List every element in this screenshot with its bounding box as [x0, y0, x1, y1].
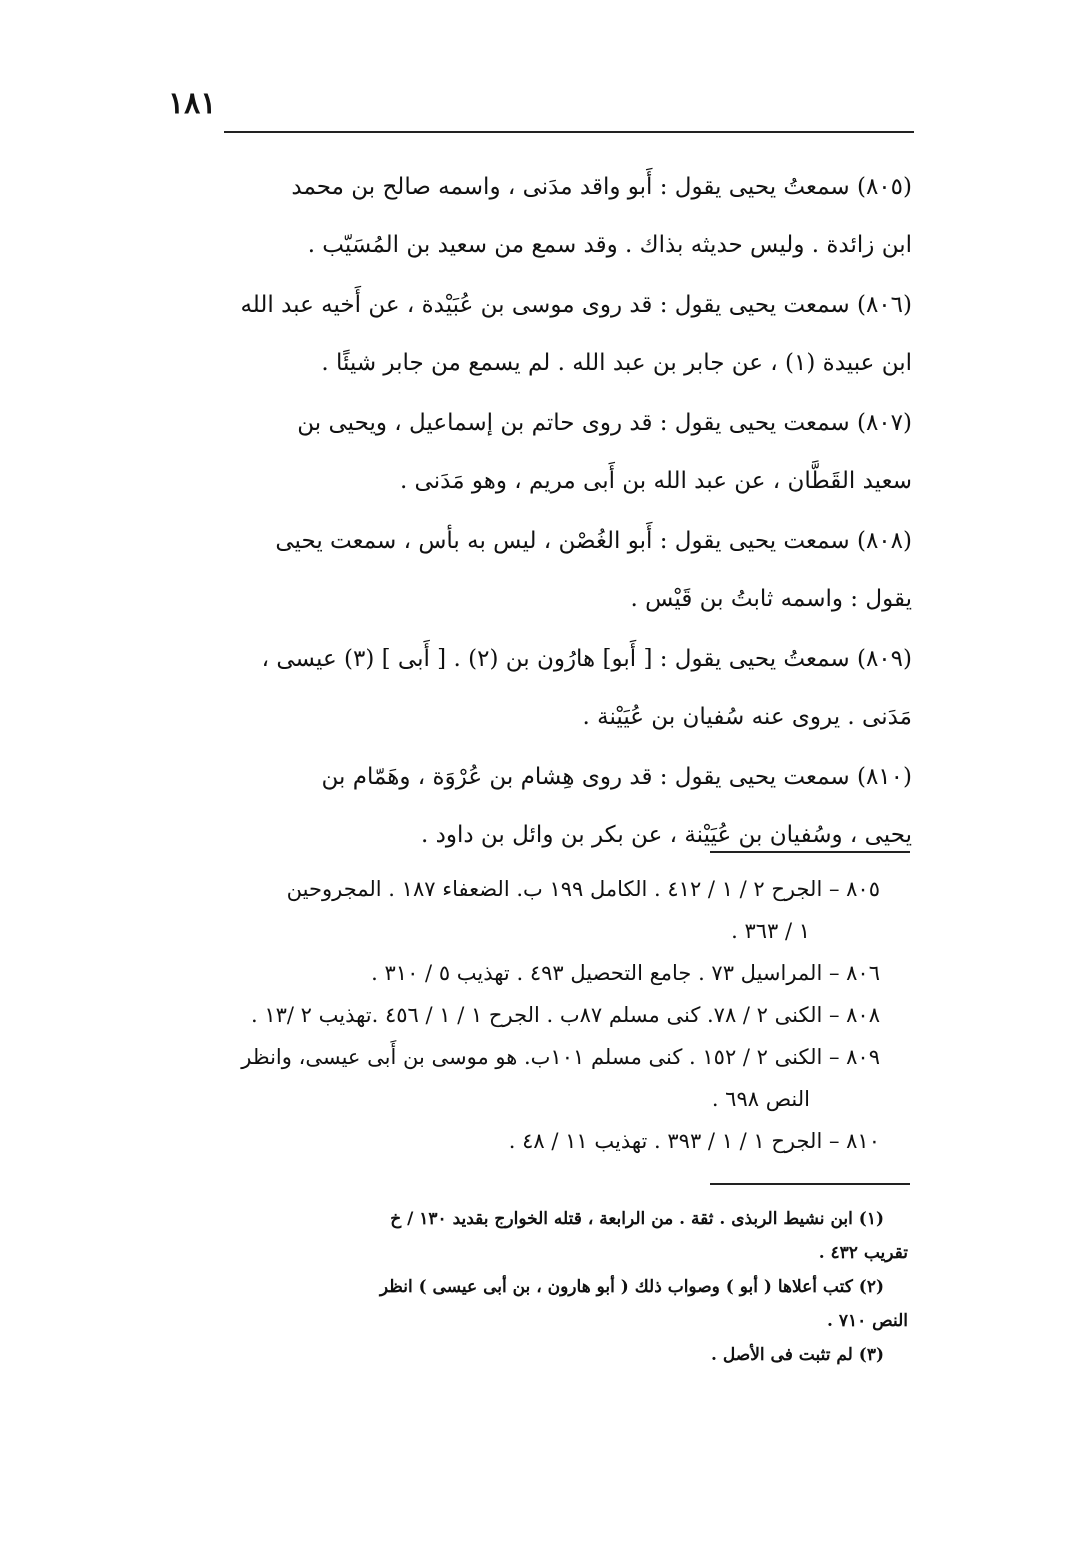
entry-806 [180, 276, 912, 392]
entries-section [180, 158, 912, 866]
note-line: ٨٠٨ – الكنى ٢ / ٧٨. كنى مسلم ٨٧ب . الجرح ١ / ١ / ٤٥٦ .تهذيب ٢ /١٣ . [250, 1003, 880, 1027]
entry-line: ابن زائدة . وليس حديثه بذاك . وقد سمع من سعيد بن المُسَيّب . [307, 232, 912, 258]
source-notes [180, 868, 880, 1162]
entry-line: مَدَنى . يروى عنه سُفيان بن عُيَيْنة . [582, 704, 912, 730]
note-line: ١ / ٣٦٣ . [731, 919, 810, 943]
footnote-line: النص ٧١٠ . [826, 1311, 908, 1331]
entry-line: يقول : واسمه ثابتُ بن قَيْس . [630, 586, 912, 612]
note-line: النص ٦٩٨ . [711, 1087, 810, 1111]
note-line: ٨٠٩ – الكنى ٢ / ١٥٢ . كنى مسلم ١٠١ب. هو موسى بن أَبى عيسى، وانظر [241, 1045, 880, 1069]
header-rule [224, 131, 914, 133]
entry-line: (٨٠٨) سمعت يحيى يقول : أَبو الغُصْن ، ليس به بأس ، سمعت يحيى [275, 528, 912, 554]
entry-line: (٨٠٩) سمعتُ يحيى يقول : [ أَبو] هارُون بن (٢) . [ أَبى ] (٣) عيسى ، [261, 646, 912, 672]
entry-807 [180, 394, 912, 510]
footnote-line: (١) ابن نشيط الربذى . ثقة . من الرابعة ، قتله الخوارج بقديد ١٣٠ / خ [390, 1209, 884, 1229]
page-number: ١٨١ [168, 86, 217, 121]
entry-809 [180, 630, 912, 746]
entry-line: (٨٠٦) سمعت يحيى يقول : قد روى موسى بن عُبَيْدة ، عن أَخيه عبد الله [240, 292, 912, 318]
note-line: ٨١٠ – الجرح ١ / ١ / ٣٩٣ . تهذيب ١١ / ٤٨ . [508, 1129, 880, 1153]
footnotes-separator-rule [710, 1183, 910, 1185]
footnote-line: (٣) لم تثبت فى الأصل . [711, 1345, 884, 1365]
footnote-line: تقريب ٤٣٢ . [818, 1243, 908, 1263]
entry-810 [180, 748, 912, 864]
entry-line: (٨٠٥) سمعتُ يحيى يقول : أَبو واقد مدَنى ، واسمه صالح بن محمد [291, 174, 912, 200]
entry-line: يحيى ، وسُفيان بن عُيَيْنة ، عن بكر بن وائل بن داود . [420, 822, 912, 848]
notes-separator-rule [710, 851, 910, 853]
entry-line: (٨١٠) سمعت يحيى يقول : قد روى هِشام بن عُرْوَة ، وهَمّام بن [321, 764, 912, 790]
note-line: ٨٠٦ – المراسيل ٧٣ . جامع التحصيل ٤٩٣ . تهذيب ٥ / ٣١٠ . [371, 961, 880, 985]
note-line: ٨٠٥ – الجرح ٢ / ١ / ٤١٢ . الكامل ١٩٩ ب. الضعفاء ١٨٧ . المجروحين [286, 877, 880, 901]
entry-808 [180, 512, 912, 628]
entry-line: (٨٠٧) سمعت يحيى يقول : قد روى حاتم بن إسماعيل ، ويحيى بن [297, 410, 912, 436]
entry-805 [180, 158, 912, 274]
footnotes [168, 1202, 908, 1372]
footnote-line: (٢) كتب أعلاها ( أبو ) وصواب ذلك ( أبو هارون ، بن أبى عيسى ) انظر [379, 1277, 884, 1297]
entry-line: ابن عبيدة (١) ، عن جابر بن عبد الله . لم يسمع من جابر شيئًا . [321, 350, 912, 376]
entry-line: سعيد القَطَّان ، عن عبد الله بن أَبى مريم ، وهو مَدَنى . [399, 468, 912, 494]
